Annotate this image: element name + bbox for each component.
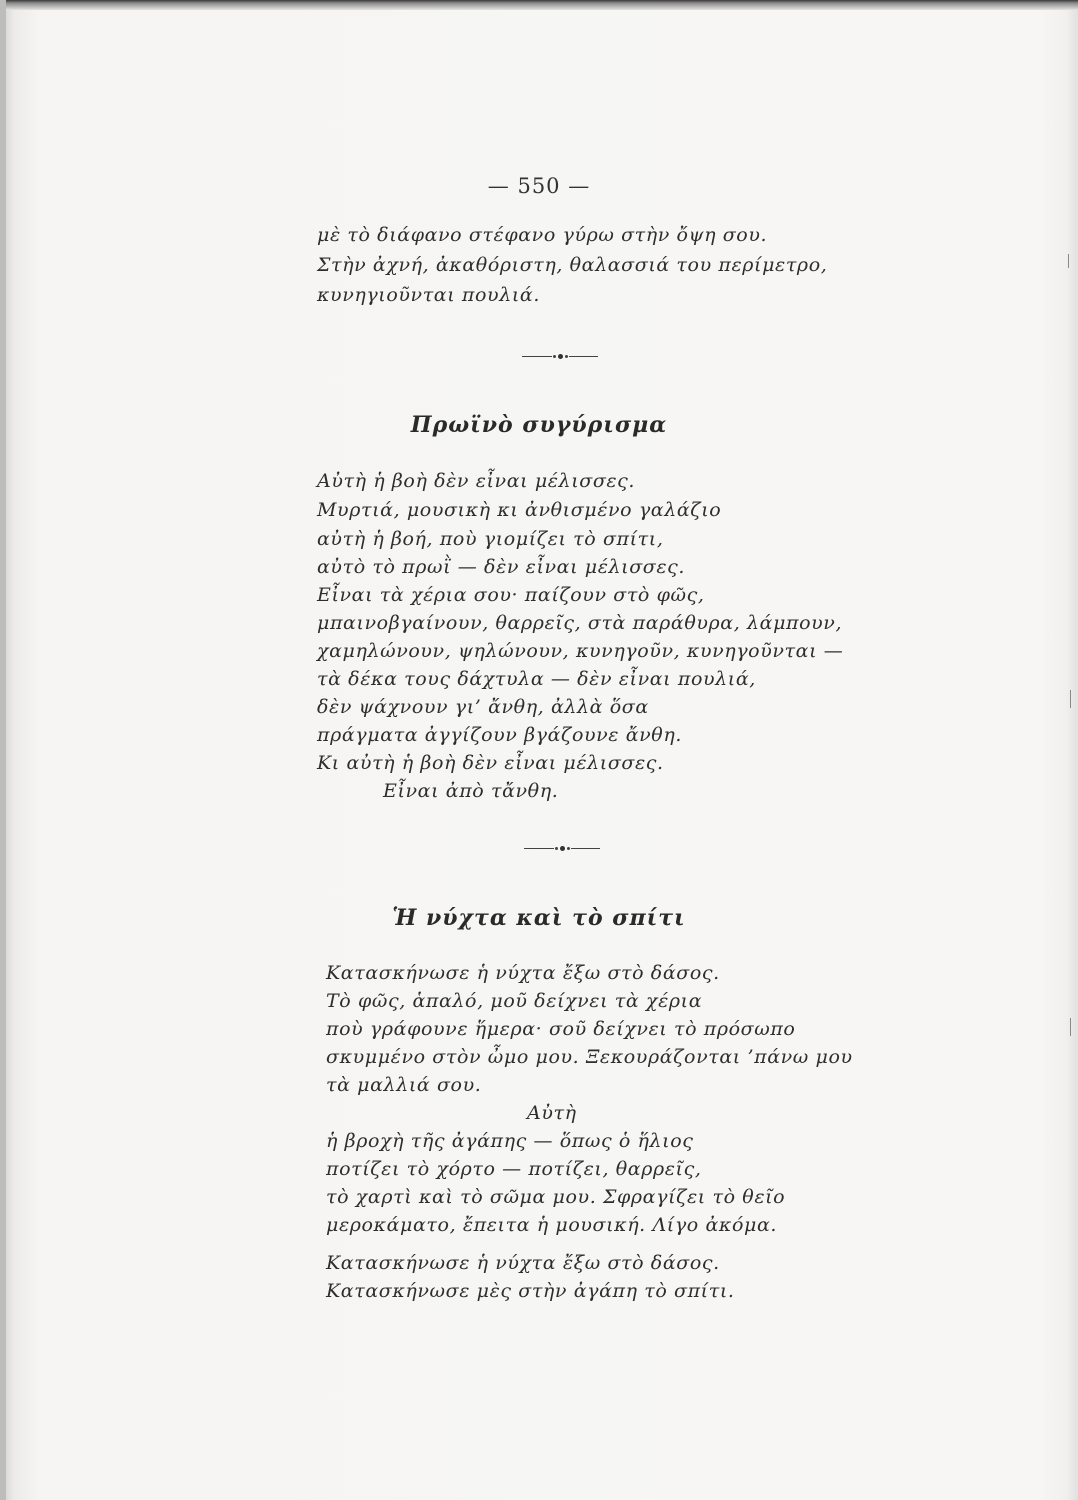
poem-line: Αὐτὴ (527, 1102, 577, 1124)
poem-line: αὐτὴ ἡ βοή, ποὺ γιομίζει τὸ σπίτι, (317, 528, 664, 550)
poem-line: μπαινοβγαίνουν, θαρρεῖς, στὰ παράθυρα, λάμπουν, (317, 612, 843, 634)
poem-line: σκυμμένο στὸν ὦμο μου. Ξεκουράζονται ’πάνω μου (326, 1046, 853, 1068)
poem-line: Εἶναι ἀπὸ τἄνθη. (383, 780, 559, 802)
poem-line: ποτίζει τὸ χόρτο — ποτίζει, θαρρεῖς, (326, 1158, 702, 1180)
poem-line: Τὸ φῶς, ἁπαλό, μοῦ δείχνει τὰ χέρια (326, 990, 703, 1012)
margin-mark (1068, 254, 1069, 268)
poem-line: Μυρτιά, μουσικὴ κι ἀνθισμένο γαλάζιο (317, 499, 722, 521)
section-divider-ornament (522, 354, 598, 360)
poem-line: Κι αὐτὴ ἡ βοὴ δὲν εἶναι μέλισσες. (317, 752, 664, 774)
poem-line: τὰ μαλλιά σου. (326, 1074, 482, 1096)
poem-line: ἡ βροχὴ τῆς ἀγάπης — ὅπως ὁ ἥλιος (326, 1130, 694, 1152)
margin-mark (1070, 1018, 1071, 1036)
page-left-edge (0, 0, 6, 1500)
poem-line: τὸ χαρτὶ καὶ τὸ σῶμα μου. Σφραγίζει τὸ θεῖο (326, 1186, 786, 1208)
margin-mark (1070, 690, 1071, 708)
poem-line: Κατασκήνωσε μὲς στὴν ἀγάπη τὸ σπίτι. (326, 1280, 735, 1302)
poem-line: αὐτὸ τὸ πρωῒ — δὲν εἶναι μέλισσες. (317, 556, 686, 578)
poem-line: πράγματα ἀγγίζουν βγάζουνε ἄνθη. (317, 724, 682, 746)
page-top-edge (0, 0, 1078, 10)
poem-line: τὰ δέκα τους δάχτυλα — δὲν εἶναι πουλιά, (317, 668, 756, 690)
poem-title: Πρωϊνὸ συγύρισμα (410, 412, 668, 438)
poem-line: χαμηλώνουν, ψηλώνουν, κυνηγοῦν, κυνηγοῦνται — (317, 640, 844, 662)
poem-line: Εἶναι τὰ χέρια σου· παίζουν στὸ φῶς, (317, 584, 705, 606)
poem-line: δὲν ψάχνουν γι’ ἄνθη, ἀλλὰ ὅσα (317, 696, 649, 718)
poem-line: ποὺ γράφουνε ἥμερα· σοῦ δείχνει τὸ πρόσωπο (326, 1018, 796, 1040)
continuation-line-1: μὲ τὸ διάφανο στέφανο γύρω στὴν ὄψη σου. (317, 224, 768, 246)
poem-line: Κατασκήνωσε ἡ νύχτα ἔξω στὸ δάσος. (326, 962, 720, 984)
continuation-line-3: κυνηγιοῦνται πουλιά. (317, 284, 540, 306)
poem-line: μεροκάματο, ἔπειτα ἡ μουσική. Λίγο ἀκόμα. (326, 1214, 778, 1236)
section-divider-ornament (524, 846, 600, 852)
page-number: — 550 — (487, 174, 591, 198)
poem-line: Αὐτὴ ἡ βοὴ δὲν εἶναι μέλισσες. (317, 470, 636, 492)
poem-title: Ἡ νύχτα καὶ τὸ σπίτι (392, 905, 686, 931)
continuation-line-2: Στὴν ἀχνή, ἀκαθόριστη, θαλασσιά του περίμετρο, (317, 254, 828, 276)
poem-line: Κατασκήνωσε ἡ νύχτα ἔξω στὸ δάσος. (326, 1252, 720, 1274)
